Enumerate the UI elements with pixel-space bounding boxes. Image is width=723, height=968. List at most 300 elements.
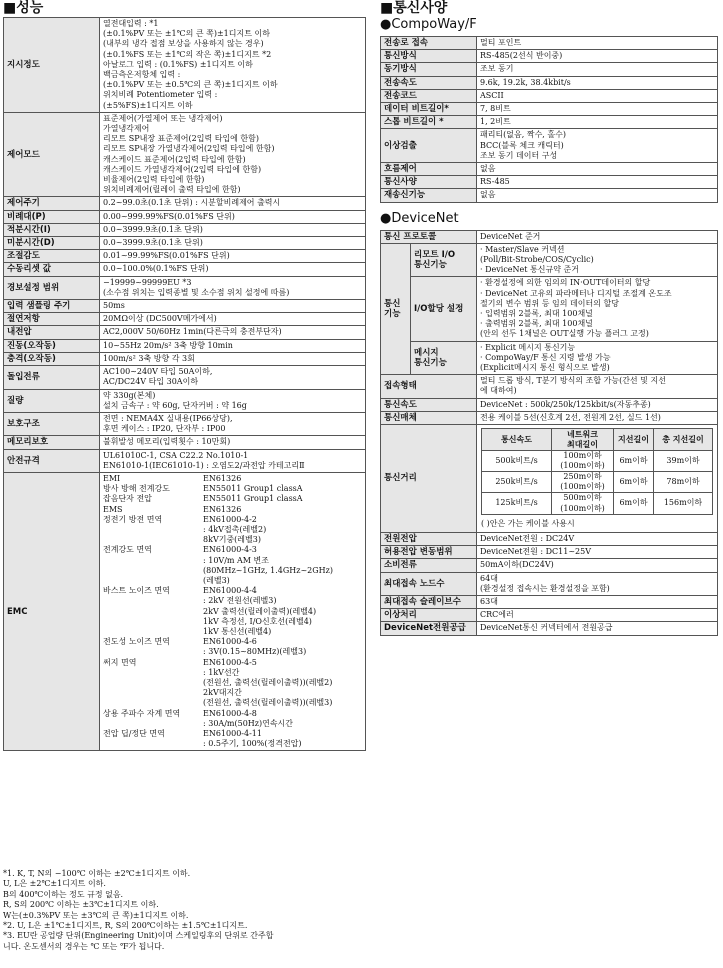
distance-total-branch: 156m이하 [654, 493, 713, 514]
value-line: 0.2~99.0초(0.1초 단위) : 시분할비례제어 출력시 [103, 198, 281, 208]
perf-row [4, 412, 366, 435]
emc-line [103, 556, 362, 566]
performance-title: ■성능 [3, 0, 44, 16]
emc-item: 방사 방해 전계강도 [103, 484, 170, 494]
emc-standard: 2kV 출력선(릴레이출력)(레벨4) [203, 606, 317, 616]
value-line: 리모트 SP내장 가열냉각제어(2입력 타입에 한함) [103, 144, 275, 154]
emc-standard: 1kV 통신선(레벨4) [203, 626, 272, 636]
media-label: 통신매체 [381, 411, 477, 424]
msg-value [477, 341, 718, 375]
distance-max-thick: 250m이하 [563, 471, 602, 481]
emc-line [103, 545, 362, 555]
value-line: AC2,000V 50/60Hz 1min(다른극의 충전부단자) [103, 327, 282, 337]
value-line: 절기의 변수 범위 등 임의 데이터의 할당 [480, 298, 619, 308]
emc-item [103, 719, 203, 729]
value-line: · DeviceNet 고유의 파라메터나 디지털 조절계 온도조 [480, 288, 672, 298]
perf-row [4, 210, 366, 223]
value-line: AC/DC24V 타입 30A이하 [103, 377, 199, 387]
distance-label: 통신거리 [381, 425, 477, 533]
emc-line [103, 637, 362, 647]
value-line: (Poll/Bit-Strobe/COS/Cyclic) [480, 255, 594, 265]
perf-label: 지시정도 [4, 18, 100, 113]
perf-value [100, 112, 366, 197]
compoway-value [477, 76, 718, 89]
protocol-value: DeviceNet 준거 [477, 230, 718, 243]
perf-value [100, 366, 366, 389]
perf-label: 질량 [4, 389, 100, 412]
distance-max-thick: 100m이하 [563, 450, 602, 460]
perf-label: 보호구조 [4, 412, 100, 435]
perf-value [100, 339, 366, 352]
perf-row [4, 263, 366, 276]
compoway-value [477, 116, 718, 129]
emc-item [103, 576, 203, 586]
devicenet-value [477, 532, 718, 545]
value-line: 캐스케이드 가열냉각제어(2입력 타입에 한함) [103, 164, 262, 174]
perf-row [4, 352, 366, 365]
compoway-value [477, 63, 718, 76]
value-line: 리모트 SP내장 표준제어(2입력 타입에 한함) [103, 134, 260, 144]
distance-branch: 6m이하 [614, 471, 654, 492]
compoway-value [477, 50, 718, 63]
perf-label: 비례대(P) [4, 210, 100, 223]
io-value [477, 277, 718, 341]
value-line: · CompoWay/F 통신 지령 발생 가능 [480, 352, 611, 362]
perf-value [100, 436, 366, 449]
emc-item [103, 647, 203, 657]
value-line: 표준제어(가열제어 또는 냉각제어) [103, 113, 223, 123]
distance-total-branch: 39m이하 [654, 450, 713, 471]
perf-row [4, 449, 366, 472]
compoway-table [380, 36, 718, 203]
value-line: AC100~240V 타입 50A이하, [103, 367, 213, 377]
emc-standard: EN61326 [203, 504, 242, 514]
compoway-value [477, 37, 718, 50]
emc-standard: : 10V/m AM 변조 [203, 555, 269, 565]
perf-value [100, 449, 366, 472]
emc-line [103, 566, 362, 576]
emc-item [103, 627, 203, 637]
distance-row [482, 471, 713, 492]
distance-max-thin: (100m이하) [560, 503, 605, 513]
emc-standard: : 30A/m(50Hz)연속시간 [203, 718, 294, 728]
msg-label: 메시지 통신기능 [411, 341, 477, 375]
devicenet-row [381, 609, 718, 622]
compoway-row [381, 189, 718, 202]
value-line: · 환경설정에 의한 임의의 IN·OUT데이터의 할당 [480, 278, 651, 288]
emc-standard: EN61000-4-2 [203, 514, 257, 524]
emc-line [103, 474, 362, 484]
conn-value [477, 375, 718, 398]
emc-line [103, 647, 362, 657]
value-line: BCC(블록 체크 캐릭터) [480, 140, 564, 150]
emc-standard: EN61326 [203, 473, 242, 483]
value-line: DeviceNet전원 : DC24V [480, 533, 575, 543]
value-line: 설치 금속구 : 약 60g, 단자커버 : 약 16g [103, 400, 247, 410]
emc-standard: EN61000-4-5 [203, 657, 257, 667]
value-line: 7, 8비트 [480, 104, 511, 114]
footnote: B의 400℃이하는 정도 규정 없음. [3, 889, 124, 899]
distance-max [552, 493, 614, 514]
compoway-row [381, 176, 718, 189]
distance-branch: 6m이하 [614, 493, 654, 514]
value-line: · Explicit 메시지 통신기능 [480, 342, 576, 352]
emc-standard: EN61000-4-6 [203, 637, 257, 647]
compoway-row [381, 37, 718, 50]
distance-row [482, 450, 713, 471]
perf-value [100, 326, 366, 339]
emc-line [103, 627, 362, 637]
perf-label: 내전압 [4, 326, 100, 339]
emc-standard: EN55011 Group1 classA [203, 484, 303, 494]
emc-standard: EN61000-4-11 [203, 729, 262, 738]
value-line: 0.01~99.99%FS(0.01%FS 단위) [103, 251, 230, 261]
emc-value [100, 472, 366, 750]
value-line: 없음 [480, 164, 496, 174]
emc-standard: EN61000-4-8 [203, 708, 257, 718]
emc-standard: 2kV대지간 [203, 688, 242, 698]
value-line: 10~55Hz 20m/s² 3축 방향 10min [103, 340, 233, 350]
emc-item [103, 596, 203, 606]
compoway-label: 통신방식 [381, 50, 477, 63]
value-line: 백금측온저항체 입력 : [103, 70, 181, 80]
perf-row [4, 300, 366, 313]
emc-line [103, 586, 362, 596]
perf-value [100, 250, 366, 263]
value-line: 9.6k, 19.2k, 38.4kbit/s [480, 77, 571, 87]
devicenet-table [380, 230, 718, 636]
value-line: DeviceNet통신 커넥터에서 전원공급 [480, 623, 613, 633]
perf-value [100, 313, 366, 326]
compoway-row [381, 129, 718, 163]
emc-line [103, 515, 362, 525]
compoway-label: 전송코드 [381, 89, 477, 102]
distance-speed: 250k비트/s [482, 471, 552, 492]
distance-speed: 500k비트/s [482, 450, 552, 471]
footnote: *3. EU란 공업량 단위(Engineering Unit)이며 스케일링후의 단위로 간주합 [3, 931, 274, 941]
emc-standard: 1kV 측정선, I/O신호선(레벨4) [203, 616, 312, 626]
value-line: (±5%FS)±1디지트 이하 [103, 100, 193, 110]
conn-label: 접속형태 [381, 375, 477, 398]
emc-line [103, 698, 362, 708]
compoway-row [381, 63, 718, 76]
value-line: 1, 2비트 [480, 117, 511, 127]
value-line: 멀티 포인트 [480, 38, 522, 47]
emc-item: EMI [103, 473, 121, 483]
performance-column [3, 0, 366, 751]
distance-max [552, 471, 614, 492]
emc-standard: (80MHz~1GHz, 1.4GHz~2GHz) [203, 565, 333, 575]
perf-value [100, 300, 366, 313]
value-line: 100m/s² 3축 방향 각 3회 [103, 353, 195, 363]
perf-label: 입력 샘플링 주기 [4, 300, 100, 313]
emc-item [103, 678, 203, 688]
value-line: 없음 [480, 190, 496, 200]
perf-value [100, 197, 366, 210]
value-line: 0.0~3999.9초(0.1초 단위) [103, 224, 203, 234]
emc-item: 바스트 노이즈 면역 [103, 586, 170, 596]
emc-line [103, 607, 362, 617]
devicenet-value [477, 559, 718, 572]
footnote: R, S의 200℃ 이하는 ±3℃±1디지트 이하. [3, 900, 159, 910]
emc-item: 상용 주파수 자계 면역 [103, 708, 181, 718]
compoway-row [381, 89, 718, 102]
perf-row [4, 436, 366, 449]
perf-value [100, 223, 366, 236]
communication-title: ■통신사양 [380, 0, 448, 16]
devicenet-label: 최대접속 노드수 [381, 572, 477, 595]
value-line: (소수점 위치는 입력종별 및 소수점 위치 설정에 따름) [103, 287, 290, 297]
emc-item: 전압 딥/정단 면역 [103, 729, 165, 738]
value-line: 0.0~3999.9초(0.1초 단위) [103, 238, 203, 248]
perf-row [4, 389, 366, 412]
emc-line [103, 739, 362, 749]
emc-line [103, 658, 362, 668]
emc-item [103, 668, 203, 678]
value-line: (환경설정 접속시는 환경설정을 포함) [480, 583, 610, 593]
value-line: 패리티(없음, 짝수, 홀수) [480, 130, 566, 140]
value-line: 20MΩ이상 (DC500V메가에서) [103, 314, 217, 324]
perf-label: 충격(오작동) [4, 352, 100, 365]
emc-line [103, 688, 362, 698]
perf-label: 조절감도 [4, 250, 100, 263]
perf-value [100, 263, 366, 276]
value-line: 63대 [480, 596, 498, 606]
distance-max-thin: (100m이하) [560, 482, 605, 492]
compoway-row [381, 163, 718, 176]
value-line: 불휘발성 메모리(입력횟수 : 10만회) [103, 437, 231, 447]
emc-item: EMS [103, 504, 123, 514]
value-line: 가열냉각제어 [103, 124, 150, 134]
emc-item [103, 739, 203, 749]
emc-line [103, 719, 362, 729]
value-line: (내부의 냉각 접점 보상을 사용하지 않는 경우) [103, 39, 264, 49]
compoway-label: 재송신기능 [381, 189, 477, 202]
compoway-value [477, 103, 718, 116]
value-line: · Master/Slave 커넥션 [480, 244, 565, 254]
emc-line [103, 484, 362, 494]
distance-table [481, 428, 713, 515]
protocol-label: 통신 프로토콜 [381, 230, 477, 243]
value-line: 조보 동기 [480, 64, 514, 74]
value-line: 0.00~999.99%FS(0.01%FS 단위) [103, 211, 235, 221]
value-line: UL61010C-1, CSA C22.2 No.1010-1 [103, 450, 249, 460]
media-value: 전용 케이블 5선(신호계 2선, 전원계 2선, 실드 1선) [477, 411, 718, 424]
devicenet-value [477, 609, 718, 622]
perf-label: 제어모드 [4, 112, 100, 197]
speed-label: 통신속도 [381, 398, 477, 411]
devicenet-row [381, 572, 718, 595]
devicenet-label: 허용전압 변동범위 [381, 546, 477, 559]
perf-value [100, 210, 366, 223]
distance-cell [477, 425, 718, 533]
compoway-value [477, 176, 718, 189]
perf-row [4, 237, 366, 250]
perf-value [100, 276, 366, 299]
compoway-label: 전송로 접속 [381, 37, 477, 50]
perf-row [4, 250, 366, 263]
perf-row [4, 18, 366, 113]
compoway-row [381, 50, 718, 63]
distance-header-row [482, 429, 713, 450]
perf-row [4, 112, 366, 197]
distance-header: 통신속도 [482, 429, 552, 450]
emc-item [103, 556, 203, 566]
compoway-value [477, 189, 718, 202]
value-line: RS-485(2선식 반이중) [480, 51, 563, 61]
devicenet-label: 이상처리 [381, 609, 477, 622]
perf-value [100, 237, 366, 250]
value-line: 후면 케이스 : IP20, 단자부 : IP00 [103, 424, 226, 434]
emc-item: 전도성 노이즈 면역 [103, 637, 170, 647]
value-line: 50ms [103, 301, 125, 311]
devicenet-label: 최대접속 슬레이브수 [381, 595, 477, 608]
value-line: DeviceNet전원 : DC11~25V [480, 547, 592, 557]
devicenet-row [381, 532, 718, 545]
emc-line [103, 576, 362, 586]
compoway-row [381, 103, 718, 116]
emc-item [103, 698, 203, 708]
value-line: · 입력범위 2블록, 최대 100채널 [480, 309, 593, 319]
emc-line [103, 505, 362, 515]
value-line: (±0.1%FS 또는 ±1℃의 작은 쪽)±1디지트 *2 [103, 49, 272, 59]
value-line: 아날로그 입력 : (0.1%FS) ±1디지트 이하 [103, 59, 253, 69]
emc-item: 잡음단자 전압 [103, 494, 152, 504]
emc-line [103, 494, 362, 504]
value-line: 비율제어(2입력 타입에 한함) [103, 175, 205, 185]
value-line: 50mA이하(DC24V) [480, 560, 554, 570]
compoway-title: ●CompoWay/F [380, 17, 477, 32]
value-line: (Explicit메시지 통신 형식으로 발생) [480, 363, 610, 373]
compoway-value [477, 129, 718, 163]
perf-label: 수동리셋 값 [4, 263, 100, 276]
emc-label: EMC [4, 472, 100, 750]
perf-row [4, 223, 366, 236]
value-line: · 출력범위 2블록, 최대 100채널 [480, 319, 593, 329]
emc-standard: (전원선, 출력선(릴레이출력))(레벨2) [203, 677, 333, 687]
emc-standard: EN61000-4-4 [203, 586, 257, 596]
perf-label: 경보설정 범위 [4, 276, 100, 299]
perf-label: 절연저항 [4, 313, 100, 326]
value-line: (±0.1%PV 또는 ±0.5℃의 큰 쪽)±1디지트 이하 [103, 80, 278, 90]
emc-standard: : 3V(0.15~80MHz)(레벨3) [203, 647, 307, 657]
compoway-value [477, 89, 718, 102]
emc-standard: 8kV기중(레벨3) [203, 535, 261, 545]
emc-line [103, 596, 362, 606]
devicenet-value [477, 622, 718, 635]
footnote: U, L은 ±2℃±1디지트 이하. [3, 879, 106, 889]
perf-row [4, 197, 366, 210]
distance-header: 총 지선길이 [654, 429, 713, 450]
perf-label: 메모리보호 [4, 436, 100, 449]
emc-item [103, 617, 203, 627]
value-line: −19999~99999EU *3 [103, 277, 192, 287]
value-line: 조보 동기 데이터 구성 [480, 150, 558, 160]
distance-max-thick: 500m이하 [563, 493, 602, 503]
distance-header: 지선길이 [614, 429, 654, 450]
footnote: *2. U, L은 ±1℃±1디지트, R, S의 200℃이하는 ±1.5℃±1디지트. [3, 921, 248, 931]
value-line: 약 330g(본체) [103, 390, 156, 400]
value-line: RS-485 [480, 177, 510, 187]
communication-column [380, 0, 718, 636]
perf-value [100, 18, 366, 113]
perf-row [4, 326, 366, 339]
emc-standard: : 1kV선간 [203, 667, 240, 677]
emc-standard: : 4kV접촉(레벨2) [203, 524, 267, 534]
compoway-label: 통신사양 [381, 176, 477, 189]
emc-line [103, 617, 362, 627]
compoway-row [381, 76, 718, 89]
compoway-label: 흐름제어 [381, 163, 477, 176]
distance-row [482, 493, 713, 514]
perf-label: 적분시간(I) [4, 223, 100, 236]
distance-total-branch: 78m이하 [654, 471, 713, 492]
emc-item [103, 566, 203, 576]
perf-value [100, 389, 366, 412]
emc-standard: EN55011 Group1 classA [203, 494, 303, 504]
emc-line [103, 678, 362, 688]
footnotes [3, 869, 366, 952]
perf-row [4, 313, 366, 326]
value-line: 열전대입력 : *1 [103, 19, 159, 28]
devicenet-row [381, 595, 718, 608]
emc-item [103, 607, 203, 617]
perf-label: 제어주기 [4, 197, 100, 210]
distance-max [552, 450, 614, 471]
emc-item: 정전기 방전 면역 [103, 514, 163, 524]
emc-item: 전계강도 면역 [103, 545, 152, 555]
distance-max-thin: (100m이하) [560, 460, 605, 470]
distance-speed: 125k비트/s [482, 493, 552, 514]
emc-line [103, 668, 362, 678]
value-line: · DeviceNet 통신규약 준거 [480, 265, 579, 275]
footnote: W는(±0.3%PV 또는 ±3℃의 큰 쪽)±1디지트 이하. [3, 910, 189, 920]
perf-label: 진동(오작동) [4, 339, 100, 352]
value-line: 캐스케이드 표준제어(2입력 타입에 한함) [103, 154, 246, 164]
emc-line [103, 729, 362, 739]
perf-row [4, 276, 366, 299]
perf-label: 안전규격 [4, 449, 100, 472]
compoway-value [477, 163, 718, 176]
value-line: 멀티 드롭 방식, T분기 방식의 조합 가능(간선 및 지선 [480, 376, 666, 386]
emc-standard: : 0.5주기, 100%(정격전압) [203, 739, 302, 749]
io-label: I/O할당 설정 [411, 277, 477, 341]
emc-item [103, 535, 203, 545]
speed-value: DeviceNet : 500k/250k/125kbit/s(자동추종) [477, 398, 718, 411]
compoway-label: 데이터 비트길이* [381, 103, 477, 116]
value-line: 위치비례 Potentiometer 입력 : [103, 90, 218, 100]
devicenet-row [381, 559, 718, 572]
value-line: 위치비례제어(릴레이 출력 타입에 한함) [103, 185, 241, 195]
devicenet-value [477, 546, 718, 559]
perf-row [4, 366, 366, 389]
devicenet-label: 전원전압 [381, 532, 477, 545]
devicenet-label: 소비전류 [381, 559, 477, 572]
perf-row [4, 339, 366, 352]
footnote: 니다. 온도센서의 경우는 ℃ 또는 ℉가 됩니다. [3, 941, 165, 951]
emc-standard: (전원선, 출력선(릴레이출력))(레벨3) [203, 698, 333, 708]
value-line: 에 대하여) [480, 386, 517, 396]
value-line: CRC에러 [480, 610, 514, 620]
compoway-label: 스톱 비트길이 * [381, 116, 477, 129]
value-line: (안의 선두 1채널은 OUT실행 가능 플러그 고정) [480, 329, 649, 339]
value-line: ASCII [480, 90, 504, 100]
emc-item [103, 525, 203, 535]
remote-label: 리모트 I/O 통신기능 [411, 243, 477, 277]
devicenet-value [477, 572, 718, 595]
devicenet-row [381, 622, 718, 635]
devicenet-title: ●DeviceNet [380, 210, 459, 226]
